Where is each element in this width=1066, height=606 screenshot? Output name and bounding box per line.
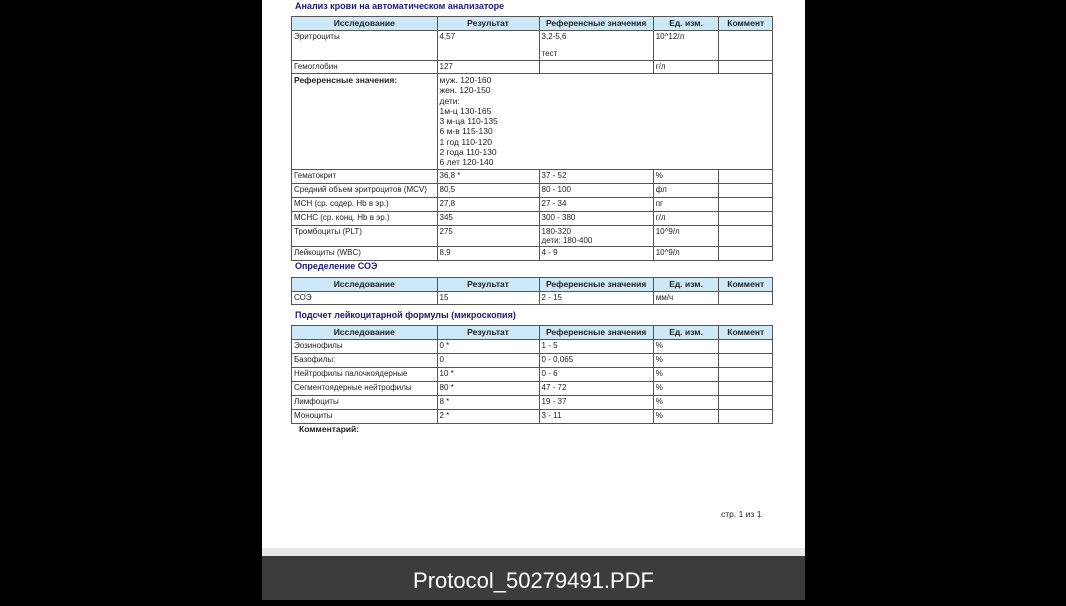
result-value-text: 345 <box>439 212 453 222</box>
reference-range <box>539 396 653 410</box>
test-name-text: Гематокрит <box>294 170 337 180</box>
column-header: Коммент <box>719 278 773 292</box>
reference-range <box>539 197 653 211</box>
unit-text: 10^9/л <box>655 226 680 236</box>
reference-range <box>539 292 653 305</box>
comment-cell <box>719 61 773 74</box>
result-value-text: 275 <box>439 226 453 236</box>
table-row <box>292 225 773 246</box>
table-row <box>292 211 773 225</box>
result-value <box>437 292 539 305</box>
comment-cell <box>719 225 773 246</box>
reference-line: муж. 120-160 <box>439 75 492 85</box>
file-title-bar <box>262 556 805 600</box>
unit-text: % <box>655 411 663 420</box>
test-name <box>292 410 438 424</box>
section-title-esr: Определение СОЭ <box>295 261 378 271</box>
table-row <box>292 169 773 183</box>
reference-range <box>539 382 653 396</box>
test-name <box>292 211 438 225</box>
reference-range-text: 27 - 34 <box>541 198 567 208</box>
table-row <box>292 382 773 396</box>
table-row <box>292 61 773 74</box>
test-name <box>292 225 438 246</box>
unit-text: % <box>655 341 663 350</box>
test-name-text: Лейкоциты (WBC) <box>294 247 361 257</box>
reference-range <box>539 225 653 246</box>
test-name-text: Сегментоядерные нейтрофилы <box>294 383 412 392</box>
result-value-text: 2 * <box>439 411 450 420</box>
reference-range <box>539 31 653 61</box>
reference-range-text: 2 - 15 <box>541 293 563 302</box>
unit <box>653 396 719 410</box>
result-value-text: 10 * <box>439 369 454 378</box>
unit <box>653 197 719 211</box>
result-value <box>437 211 539 225</box>
test-name <box>292 382 438 396</box>
comment-cell <box>719 197 773 211</box>
test-name <box>292 169 438 183</box>
reference-line: 3 м-ца 110-135 <box>439 116 498 127</box>
result-value-text: 0 * <box>439 341 450 350</box>
result-value-text: 15 <box>439 293 449 302</box>
esr-table <box>291 277 773 305</box>
file-name: Protocol_50279491.PDF <box>413 568 654 593</box>
comment-cell <box>719 292 773 305</box>
unit <box>653 31 719 61</box>
table-row <box>292 340 773 354</box>
result-value-text: 8 * <box>439 397 450 406</box>
result-value-text: 0 <box>439 355 444 364</box>
unit <box>653 61 719 74</box>
result-value <box>437 410 539 424</box>
table-row <box>292 292 773 305</box>
unit-text: г/л <box>655 62 666 71</box>
result-value-text: 36,8 * <box>439 170 461 180</box>
result-value <box>437 197 539 211</box>
test-name-text: СОЭ <box>294 293 312 302</box>
reference-range-text: 80 - 100 <box>541 184 571 194</box>
column-header: Коммент <box>719 17 773 31</box>
unit <box>653 410 719 424</box>
column-header: Результат <box>437 278 539 292</box>
test-name-text: Нейтрофилы палочкоядерные <box>294 369 408 378</box>
reference-line: жен. 120-150 <box>439 85 491 96</box>
test-name-text: Моноциты <box>294 411 333 420</box>
column-header: Ед. изм. <box>653 278 719 292</box>
cbc-table <box>291 16 773 261</box>
unit <box>653 382 719 396</box>
test-name-text: Базофилы: <box>294 355 336 364</box>
column-header: Референсные значения <box>539 326 653 340</box>
test-name <box>292 197 438 211</box>
result-value <box>437 169 539 183</box>
section-title-cbc: Анализ крови на автоматическом анализаторе <box>295 1 505 11</box>
comment-cell <box>719 396 773 410</box>
reference-range <box>539 183 653 197</box>
test-name <box>292 396 438 410</box>
column-header: Исследование <box>292 278 438 292</box>
test-name-text: Лимфоциты <box>294 397 339 406</box>
test-name <box>292 61 438 74</box>
test-name <box>292 246 438 260</box>
column-header: Результат <box>437 17 539 31</box>
table-row <box>292 31 773 61</box>
table-row <box>292 396 773 410</box>
table-row <box>292 354 773 368</box>
unit-text: % <box>655 397 663 406</box>
unit-text: % <box>655 355 663 364</box>
test-name-text: MCH (ср. содер. Hb в эр.) <box>294 198 389 208</box>
reference-values-row <box>292 74 773 170</box>
unit-text: % <box>655 170 663 180</box>
column-header: Исследование <box>292 17 438 31</box>
comment-cell <box>719 340 773 354</box>
column-header: Референсные значения <box>539 278 653 292</box>
result-value-text: 80,5 <box>439 184 456 194</box>
result-value-text: 4,57 <box>439 32 456 41</box>
unit-text: 10^12/л <box>655 32 685 41</box>
table-row <box>292 197 773 211</box>
page-number: стр. 1 из 1 <box>721 509 762 519</box>
unit <box>653 292 719 305</box>
reference-line: 6 лет 120-140 <box>439 157 494 168</box>
test-name-text: Средний объем эритроцитов (MCV) <box>294 184 427 194</box>
unit-text: 10^9/л <box>655 247 680 257</box>
result-value <box>437 340 539 354</box>
reference-range-text: 47 - 72 <box>541 383 567 392</box>
result-value <box>437 382 539 396</box>
comment-cell <box>719 410 773 424</box>
reference-range-text: 19 - 37 <box>541 397 567 406</box>
comment-cell <box>719 368 773 382</box>
table-row <box>292 410 773 424</box>
result-value <box>437 61 539 74</box>
reference-line: 1 год 110-120 <box>439 136 492 147</box>
reference-lines <box>437 74 773 170</box>
reference-range <box>539 410 653 424</box>
comment-cell <box>719 354 773 368</box>
test-name <box>292 31 438 61</box>
result-value-text: 80 * <box>439 383 454 392</box>
comment-cell <box>719 183 773 197</box>
reference-note: дети: 180-400 <box>541 235 593 245</box>
test-name <box>292 183 438 197</box>
unit <box>653 354 719 368</box>
unit <box>653 211 719 225</box>
reference-range-text: 300 - 380 <box>541 212 576 222</box>
reference-range <box>539 368 653 382</box>
column-header: Референсные значения <box>539 17 653 31</box>
result-value <box>437 31 539 61</box>
reference-range <box>539 169 653 183</box>
test-name <box>292 368 438 382</box>
reference-range <box>539 246 653 260</box>
reference-range <box>539 211 653 225</box>
reference-range-text: 0 - 6 <box>541 369 558 378</box>
comment-cell <box>719 31 773 61</box>
section-title-differential: Подсчет лейкоцитарной формулы (микроскопия) <box>295 310 516 320</box>
test-name <box>292 292 438 305</box>
reference-line: дети: <box>439 95 460 106</box>
result-value <box>437 396 539 410</box>
unit-text: % <box>655 383 663 392</box>
comment-cell <box>719 211 773 225</box>
column-header: Результат <box>437 326 539 340</box>
result-value-text: 127 <box>439 62 453 71</box>
test-name-text: Гемоглобин <box>294 62 338 71</box>
result-value <box>437 183 539 197</box>
unit <box>653 225 719 246</box>
unit <box>653 340 719 354</box>
test-name <box>292 354 438 368</box>
table-row <box>292 246 773 260</box>
test-name-text: Тромбоциты (PLT) <box>294 226 362 236</box>
reference-label <box>292 74 438 170</box>
comment-cell <box>719 169 773 183</box>
result-value <box>437 354 539 368</box>
unit <box>653 183 719 197</box>
comment-cell <box>719 382 773 396</box>
result-value <box>437 368 539 382</box>
reference-range-text: 4 - 9 <box>541 247 558 257</box>
reference-line: 2 года 110-130 <box>439 147 497 158</box>
reference-label-text: Референсные значения: <box>294 75 398 85</box>
test-name-text: Эозинофилы <box>294 341 343 350</box>
column-header: Исследование <box>292 326 438 340</box>
comment-cell <box>719 246 773 260</box>
unit-text: % <box>655 369 663 378</box>
comment-label: Комментарий: <box>299 424 360 434</box>
reference-note: тест <box>541 49 558 58</box>
column-header: Ед. изм. <box>653 17 719 31</box>
unit <box>653 169 719 183</box>
result-value-text: 8,9 <box>439 247 451 257</box>
reference-line: 1м-ц 130-165 <box>439 105 492 116</box>
unit-text: фл <box>655 184 667 194</box>
result-value <box>437 246 539 260</box>
unit-text: г/л <box>655 212 666 222</box>
reference-range-text: 0 - 0,065 <box>541 355 574 364</box>
result-value <box>437 225 539 246</box>
result-value-text: 27,8 <box>439 198 456 208</box>
viewer-gap <box>262 548 805 556</box>
reference-range-text: 37 - 52 <box>541 170 567 180</box>
test-name-text: MCHC (ср. конц. Hb в эр.) <box>294 212 390 222</box>
reference-range <box>539 61 653 74</box>
unit-text: мм/ч <box>655 293 674 302</box>
table-row <box>292 183 773 197</box>
reference-range-text: 3 - 11 <box>541 411 562 420</box>
reference-range-text: 180-320 <box>541 226 571 236</box>
reference-line: 6 м-в 115-130 <box>439 126 493 137</box>
differential-table <box>291 325 773 424</box>
reference-range <box>539 354 653 368</box>
test-name-text: Эритроциты <box>294 32 340 41</box>
reference-range-text: 3,2-5,6 <box>541 32 567 41</box>
column-header: Ед. изм. <box>653 326 719 340</box>
unit <box>653 368 719 382</box>
table-row <box>292 368 773 382</box>
reference-range-text: 1 - 5 <box>541 341 558 350</box>
unit-text: пг <box>655 198 663 208</box>
pdf-page <box>262 0 805 548</box>
unit <box>653 246 719 260</box>
reference-range <box>539 340 653 354</box>
test-name <box>292 340 438 354</box>
column-header: Коммент <box>719 326 773 340</box>
